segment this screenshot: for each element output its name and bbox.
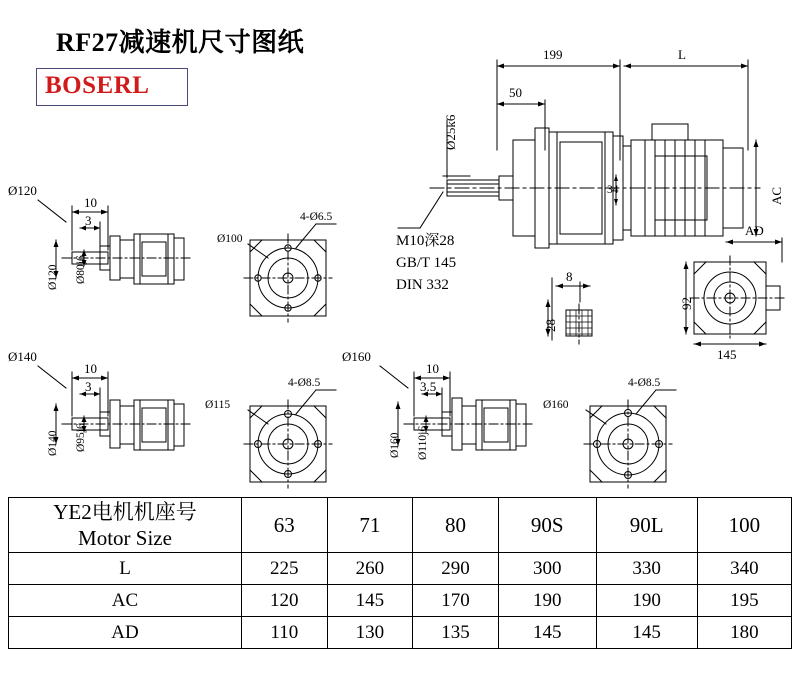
cell-AD-5: 180: [697, 617, 791, 649]
table-header-row: [9, 498, 792, 553]
table-header-size-5: 100: [697, 498, 791, 553]
view2-dim3-label: 3: [85, 379, 92, 394]
dim-AD-label: AD: [745, 223, 764, 238]
table-row: [9, 553, 792, 585]
view1-dim10-label: 10: [84, 195, 97, 210]
view3-dia160b-label: Ø160: [389, 432, 401, 458]
row-label-L: L: [9, 553, 242, 585]
view2-dia140b-label: Ø140: [47, 430, 59, 456]
cell-AD-4: 145: [596, 617, 697, 649]
dim-AC-label: AC: [769, 186, 784, 205]
view2-dia95-label: Ø95j6: [75, 423, 87, 452]
cell-L-1: 260: [327, 553, 413, 585]
table-row: [9, 585, 792, 617]
table-header-size-0: 63: [242, 498, 328, 553]
cell-L-2: 290: [413, 553, 499, 585]
thread-note-line2: GB/T 145: [396, 255, 457, 271]
spec-table: [8, 497, 792, 649]
table-header-size-4: 90L: [596, 498, 697, 553]
view3-dia160c-label: Ø160: [543, 399, 569, 411]
table-header-label-en: Motor Size: [78, 526, 172, 550]
cell-L-5: 340: [697, 553, 791, 585]
cell-AC-0: 120: [242, 585, 328, 617]
view3-dim35-label: 3.5: [420, 379, 437, 394]
view3-dia160-label: Ø160: [342, 349, 371, 364]
cell-AD-0: 110: [242, 617, 328, 649]
cell-AD-1: 130: [327, 617, 413, 649]
view1-holes-label: 4-Ø6.5: [300, 211, 333, 223]
logo-text: BOSERL: [45, 72, 150, 99]
table-header-label: [9, 498, 242, 553]
dim-34-label: 34: [607, 184, 619, 196]
cell-L-0: 225: [242, 553, 328, 585]
thread-note-line3: DIN 332: [396, 277, 449, 293]
dim-L-label: L: [678, 47, 686, 62]
view1-dia80-label: Ø80j6: [75, 255, 87, 284]
shaft-dia-label: Ø25k6: [443, 114, 458, 150]
row-label-AC: AC: [9, 585, 242, 617]
cell-AD-2: 135: [413, 617, 499, 649]
view3-dim10-label: 10: [426, 361, 439, 376]
cell-AC-5: 195: [697, 585, 791, 617]
view2-dia140-label: Ø140: [8, 349, 37, 364]
dim-8-label: 8: [566, 269, 573, 284]
cell-L-3: 300: [498, 553, 596, 585]
table-header-size-2: 80: [413, 498, 499, 553]
view1-dia100-label: Ø100: [217, 233, 243, 245]
table-header-size-1: 71: [327, 498, 413, 553]
cell-L-4: 330: [596, 553, 697, 585]
view1-dim3-label: 3: [85, 213, 92, 228]
cell-AC-1: 145: [327, 585, 413, 617]
view2-dim10-label: 10: [84, 361, 97, 376]
dim-92-label: 92: [679, 297, 694, 310]
view3-dia110-label: Ø110j6: [417, 425, 429, 460]
dim-199-label: 199: [543, 47, 563, 62]
table-header-size-3: 90S: [498, 498, 596, 553]
view3-holes-label: 4-Ø8.5: [628, 377, 661, 389]
dim-50-label: 50: [509, 85, 522, 100]
table-row: [9, 617, 792, 649]
dim-145-label: 145: [717, 347, 737, 362]
cell-AC-4: 190: [596, 585, 697, 617]
dim-28-label: 28: [543, 319, 558, 332]
table-header-label-cn: YE2电机机座号: [53, 499, 197, 524]
cell-AC-3: 190: [498, 585, 596, 617]
view1-dia120-label: Ø120: [8, 183, 37, 198]
view2-holes-label: 4-Ø8.5: [288, 377, 321, 389]
cell-AC-2: 170: [413, 585, 499, 617]
row-label-AD: AD: [9, 617, 242, 649]
view1-dia120b-label: Ø120: [47, 264, 59, 290]
cell-AD-3: 145: [498, 617, 596, 649]
view2-dia115-label: Ø115: [205, 399, 231, 411]
thread-note-line1: M10深28: [396, 233, 455, 249]
page-title: RF27减速机尺寸图纸: [56, 28, 305, 57]
